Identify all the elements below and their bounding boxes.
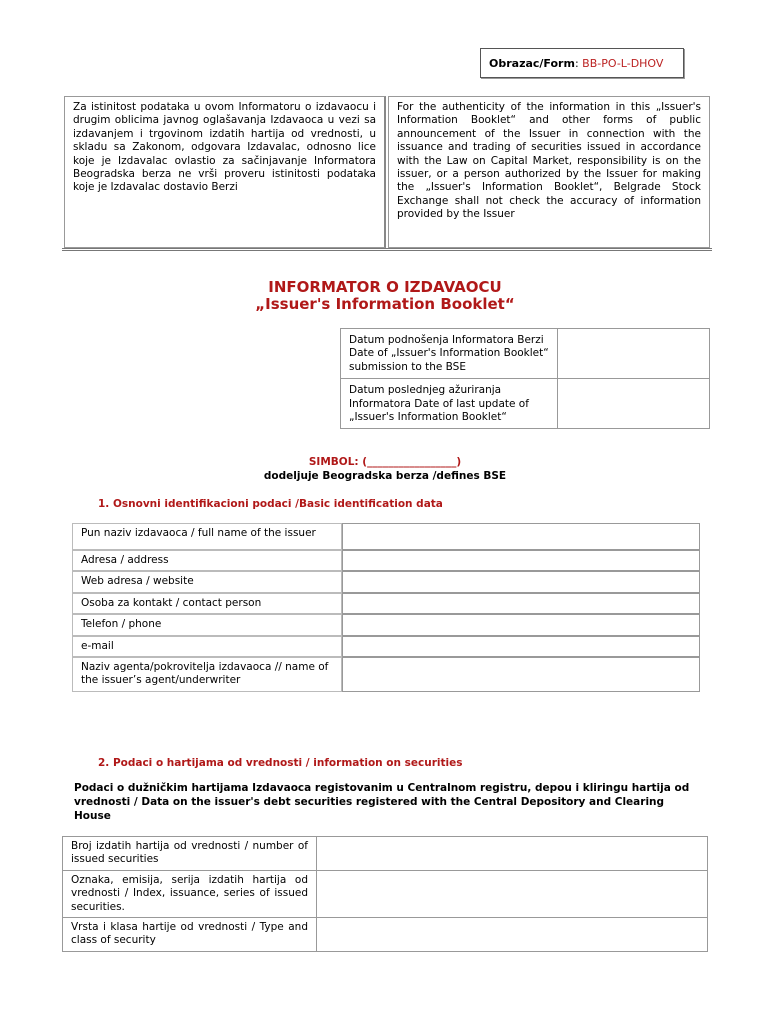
page-subtitle: „Issuer's Information Booklet“ — [255, 295, 515, 313]
table-row — [72, 657, 700, 692]
agent-field[interactable] — [342, 657, 700, 692]
submission-date-field[interactable] — [557, 329, 709, 379]
table-row — [63, 870, 708, 917]
form-code-separator: : — [574, 57, 583, 70]
table-row — [63, 837, 708, 871]
section-1-heading: 1. Osnovni identifikacioni podaci /Basic identification data — [98, 498, 443, 510]
debt-securities-heading: Podaci o dužničkim hartijama Izdavaoca registovanim u Centralnom registru, depou i kliringu hartija od vrednosti / Data on the issuer's debt securities registered with the Central Depository and Clearing House — [74, 782, 690, 822]
table-row — [72, 571, 700, 592]
section-2-heading: 2. Podaci o hartijama od vrednosti / information on securities — [98, 757, 463, 769]
table-row — [72, 523, 700, 550]
table-row — [72, 614, 700, 635]
table-row — [72, 636, 700, 657]
symbol-line: SIMBOL: (_________________) — [308, 456, 462, 468]
website-field[interactable] — [342, 571, 700, 592]
form-code-value: BB-PO-L-DHOV — [582, 57, 664, 70]
issued-count-field[interactable] — [317, 837, 708, 871]
series-field[interactable] — [317, 870, 708, 917]
full-name-label: Pun naziv izdavaoca / full name of the issuer — [72, 523, 342, 550]
page-title: INFORMATOR O IZDAVAOCU — [268, 278, 502, 296]
contact-person-field[interactable] — [342, 593, 700, 614]
address-field[interactable] — [342, 550, 700, 571]
address-label: Adresa / address — [72, 550, 342, 571]
table-row — [63, 918, 708, 952]
form-code-box — [480, 48, 684, 78]
table-row — [341, 329, 710, 379]
agent-label: Naziv agenta/pokrovitelja izdavaoca // name of the issuer’s agent/underwriter — [72, 657, 342, 692]
symbol-subtitle: dodeljuje Beogradska berza /defines BSE — [263, 470, 507, 482]
website-label: Web adresa / website — [72, 571, 342, 592]
email-field[interactable] — [342, 636, 700, 657]
disclaimer-serbian: Za istinitost podataka u ovom Informatoru o izdavaocu i drugim oblicima javnog oglašavanja Izdavaoca u vezi sa izdavanjem i trgovinom izdatih hartija od vrednosti, u skladu sa Zakonom, odgovara Izdavalac, odnosno lice koje je Izdavalac ovlastio za sačinjavanje Informatora Beogradska berza ne vrši proveru istinitosti podataka koje je Izdavalac dostavio Berzi — [64, 96, 386, 248]
table-row — [341, 379, 710, 429]
table-row — [72, 593, 700, 614]
phone-label: Telefon / phone — [72, 614, 342, 635]
disclaimer-box — [62, 96, 712, 251]
last-update-date-field[interactable] — [557, 379, 709, 429]
series-label: Oznaka, emisija, serija izdatih hartija od vrednosti / Index, issuance, series of issued securities. — [63, 870, 317, 917]
table-row — [72, 550, 700, 571]
phone-field[interactable] — [342, 614, 700, 635]
email-label: e-mail — [72, 636, 342, 657]
basic-identification-table — [72, 523, 700, 692]
securities-table — [62, 836, 708, 952]
security-type-field[interactable] — [317, 918, 708, 952]
security-type-label: Vrsta i klasa hartije od vrednosti / Type and class of security — [63, 918, 317, 952]
last-update-date-label: Datum poslednjeg ažuriranja Informatora Date of last update of „Issuer's Information Booklet“ — [341, 379, 558, 429]
contact-person-label: Osoba za kontakt / contact person — [72, 593, 342, 614]
issued-count-label: Broj izdatih hartija od vrednosti / number of issued securities — [63, 837, 317, 871]
submission-date-label: Datum podnošenja Informatora Berzi Date of „Issuer's Information Booklet“ submission to the BSE — [341, 329, 558, 379]
form-code-label: Obrazac/Form — [489, 57, 575, 70]
dates-table — [340, 328, 710, 429]
disclaimer-english: For the authenticity of the information in this „Issuer's Information Booklet“ and other forms of public announcement of the Issuer in connection with the issuance and trading of securities issued in accordance with the Law on Capital Market, responsibility is on the issuer, or a person authorized by the Issuer for making the „Issuer's Information Booklet“, Belgrade Stock Exchange shall not check the accuracy of information provided by the Issuer — [388, 96, 710, 248]
full-name-field[interactable] — [342, 523, 700, 550]
